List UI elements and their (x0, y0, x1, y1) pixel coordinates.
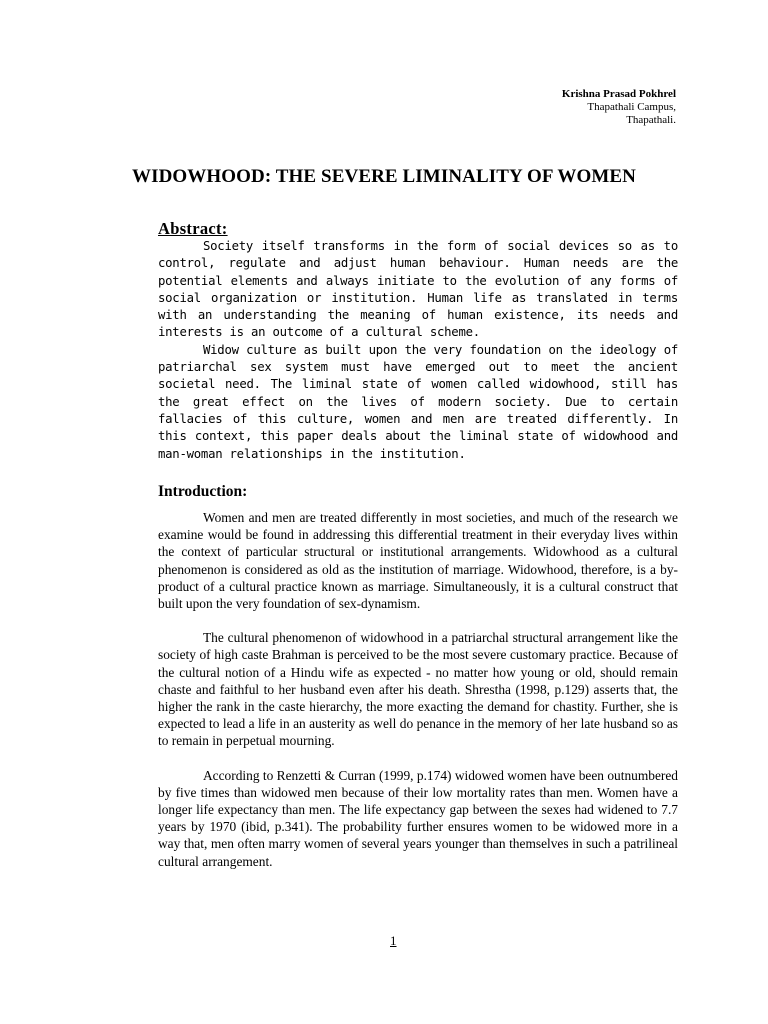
abstract-body (158, 238, 678, 463)
author-block (562, 88, 676, 127)
abstract-paragraph: Widow culture as built upon the very foundation on the ideology of patriarchal sex system must have emerged out to meet the ancient societal need. The liminal state of women called widowhood, still has the great effect on the lives of modern society. Due to certain fallacies of this culture, women and men are treated differently. In this context, this paper deals about the liminal state of widowhood and man-woman relationships in the institution. (158, 342, 678, 461)
document-title: WIDOWHOOD: THE SEVERE LIMINALITY OF WOMEN (132, 166, 636, 187)
introduction-paragraph: According to Renzetti & Curran (1999, p.174) widowed women have been outnumbered by five times than widowed men because of their low mortality rates than men. Women have a longer life expectancy than men. The life expectancy gap between the sexes had widened to 7.7 years by 1970 (ibid, p.341). The probability further ensures women to be widowed more in a way that, men often marry women of several years younger than themselves in such a patrilineal cultural arrangement. (158, 767, 678, 869)
introduction-heading: Introduction: (158, 483, 248, 500)
author-name: Krishna Prasad Pokhrel (561, 88, 676, 100)
introduction-paragraph: The cultural phenomenon of widowhood in a patriarchal structural arrangement like the society of high caste Brahman is perceived to be the most severe customary practice. Because of the cultural notion of a Hindu wife as expected - no matter how young or old, should remain chaste and faithful to her husband even after his death. Shrestha (1998, p.129) asserts that, the higher the rank in the caste hierarchy, the more exacting the demand for chastity. Further, she is expected to lead a life in an austerity as well do penance in the memory of her late husband so as to remain in perpetual mourning. (158, 630, 678, 749)
abstract-paragraph: Society itself transforms in the form of social devices so as to control, regulate and adjust human behaviour. Human needs are the potential elements and always initiate to the evolution of any forms of social organization or institution. Human life as translated in terms with an understanding the meaning of human existence, its needs and interests is an outcome of a cultural scheme. (158, 239, 678, 340)
author-affiliation: Thapathali Campus, (587, 101, 676, 113)
introduction-paragraph: Women and men are treated differently in most societies, and much of the research we examine would be found in addressing this differential treatment in their everyday lives within the context of particular structural or institutional arrangements. Widowhood as a cultural phenomenon is considered as old as the institution of marriage. Widowhood, therefore, is a by-product of a cultural practice known as marriage. Simultaneously, it is a cultural construct that built upon the very foundation of sex-dynamism. (158, 510, 678, 612)
abstract-heading: Abstract: (158, 219, 228, 238)
introduction-body (158, 509, 678, 887)
page-number: 1 (390, 933, 397, 948)
author-location: Thapathali. (626, 114, 676, 126)
